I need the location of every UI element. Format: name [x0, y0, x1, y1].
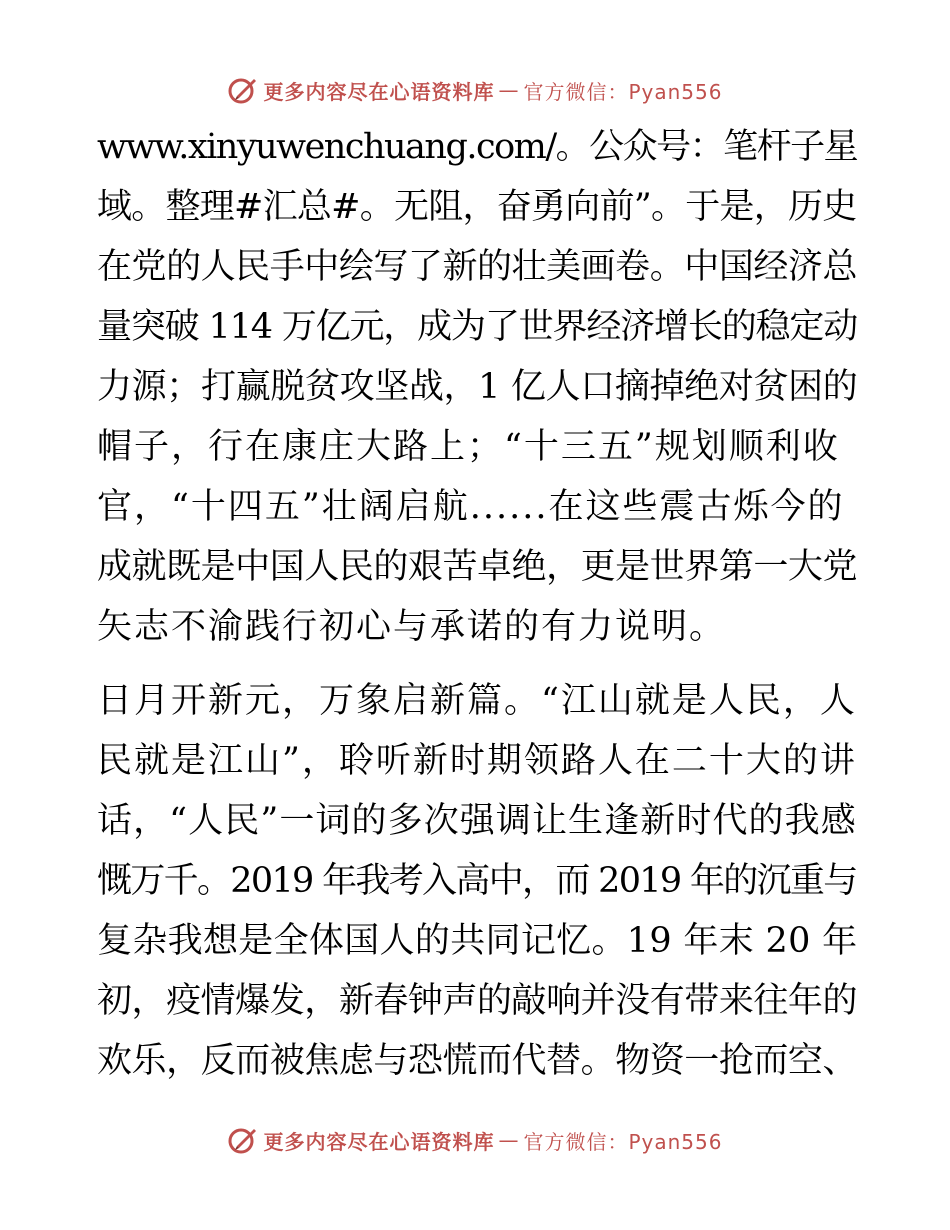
quill-logo-icon: [227, 74, 259, 106]
text-line: 力源；打赢脱贫攻坚战，1 亿人口摘掉绝对贫困的: [97, 367, 858, 407]
document-body: [97, 117, 857, 1091]
paragraph: [97, 671, 857, 1091]
text-line: 域。整理#汇总#。无阻，奋勇向前”。于是，历史: [97, 187, 857, 227]
watermark-dash: —: [498, 78, 520, 102]
text-line: 在党的人民手中绘写了新的壮美画卷。中国经济总: [97, 247, 858, 287]
text-line: 成就既是中国人民的艰苦卓绝，更是世界第一大党: [97, 547, 858, 587]
text-line: 慨万千。2019 年我考入高中，而 2019 年的沉重与: [97, 861, 857, 901]
text-line: 官，“十四五”壮阔启航......在这些震古烁今的: [97, 487, 845, 527]
watermark-dash: —: [498, 1128, 520, 1152]
text-line: 矢志不渝践行初心与承诺的有力说明。: [97, 607, 727, 647]
paragraph-spacer: [97, 657, 857, 671]
footer-watermark: [0, 1123, 950, 1157]
text-line: 民就是江山”，聆听新时期领路人在二十大的讲: [97, 741, 857, 781]
text-line: 话，“人民”一词的多次强调让生逢新时代的我感: [97, 801, 857, 841]
text-line: 帽子，行在康庄大路上；“十三五”规划顺利收: [97, 427, 840, 467]
quill-logo-icon: [227, 1124, 259, 1156]
text-line: 日月开新元，万象启新篇。“江山就是人民，人: [97, 681, 857, 721]
watermark-wechat: 官方微信：Pyan556: [523, 79, 723, 104]
text-line: 欢乐，反而被焦虑与恐慌而代替。物资一抢而空、: [97, 1041, 858, 1081]
paragraph: [97, 117, 857, 657]
watermark-wechat: 官方微信：Pyan556: [523, 1129, 723, 1154]
watermark-brand: 更多内容尽在心语资料库: [263, 79, 495, 104]
text-line: 量突破 114 万亿元，成为了世界经济增长的稳定动: [97, 307, 858, 347]
text-line: 复杂我想是全体国人的共同记忆。19 年末 20 年: [97, 921, 858, 961]
header-watermark: [0, 73, 950, 107]
text-line: 初，疫情爆发，新春钟声的敲响并没有带来往年的: [97, 981, 858, 1021]
watermark-brand: 更多内容尽在心语资料库: [263, 1129, 495, 1154]
text-line: www.xinyuwenchuang.com/。公众号：笔杆子星: [97, 127, 858, 167]
